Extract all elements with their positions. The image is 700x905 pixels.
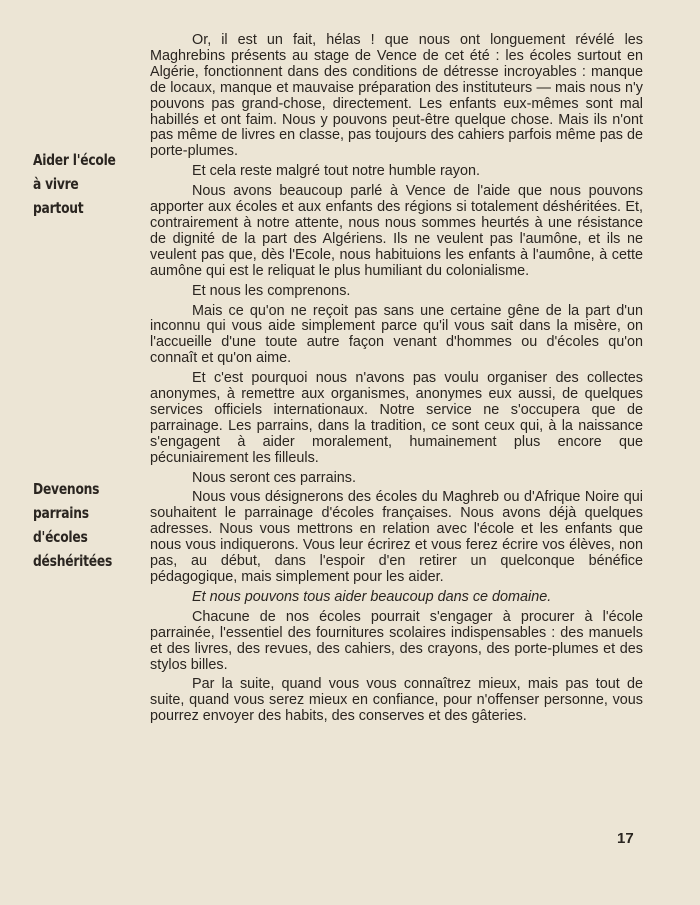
paragraph: Nous vous désignerons des écoles du Maghreb ou d'Afrique Noire qui souhaitent le parrainage d'écoles françaises. Nous avons déjà quelques adresses. Nous vous mettrons en relation avec l'école et les enfants que nous vous indiquerons. Vous leur écrirez et vous ferez écrire vos élèves, non pas, au début, dans l'espoir d'en retirer un quelconque bénéfice pédagogique, mais simplement pour les aider. [150,489,643,585]
paragraph: Mais ce qu'on ne reçoit pas sans une certaine gêne de la part d'un inconnu qui vous aide simplement parce qu'il vous sait dans la misère, on l'accueille d'une toute autre façon venant d'hommes ou d'écoles qu'on connaît et qu'on aime. [150,302,643,367]
body-text [150,33,643,729]
paragraph: Nous seront ces parrains. [192,469,356,486]
margin-heading-aider: Aider l'école à vivre partout [33,151,116,217]
paragraph: Nous avons beaucoup parlé à Vence de l'aide que nous pouvons apporter aux écoles et aux enfants des régions si totalement déshéritées. Et, contrairement à notre attente, nous nous sommes heurtés à une résistance de dignité de la part des Algériens. Ils ne veulent pas l'aumône, et ils ne veulent pas que, dès l'Ecole, nous habituions les enfants à l'aumône, à cette aumône qui est le reliquat le plus humiliant du colonialisme. [150,183,643,279]
paragraph: Par la suite, quand vous vous connaîtrez mieux, mais pas tout de suite, quand vous serez mieux en confiance, pour n'offenser personne, vous pourrez envoyer des habits, des conserves et des gâteries. [150,676,643,725]
paragraph-italic: Et nous pouvons tous aider beaucoup dans ce domaine. [192,588,552,605]
page-number: 17 [617,830,634,847]
paragraph: Et cela reste malgré tout notre humble rayon. [192,163,480,180]
paragraph: Et c'est pourquoi nous n'avons pas voulu organiser des collectes anonymes, à remettre aux organismes, anonymes eux aussi, de quelques services officiels internationaux. Notre service ne s'occupera que de parrainage. Les parrains, dans la tradition, ce sont ceux qui, à la naissance s'engagent à aider moralement, humainement plus encore que pécuniairement les filleuls. [150,370,643,466]
margin-heading-parrains: Devenons parrains d'écoles déshéritées [33,480,113,570]
paragraph: Or, il est un fait, hélas ! que nous ont longuement révélé les Maghrebins présents au stage de Vence de cet été : les écoles surtout en Algérie, fonctionnent dans des conditions de détresse incroyables : manque de locaux, manque et mauvaise préparation des instituteurs — mais nous n'y pouvons pas grand-chose, directement. Les enfants eux-mêmes sont mal habillés et ont faim. Nous y pouvons peut-être quelque chose. Mais ils n'ont pas même de livres en classe, pas toujours des cahiers parfois même pas de porte-plumes. [150,32,643,160]
paragraph: Et nous les comprenons. [192,282,351,299]
paragraph: Chacune de nos écoles pourrait s'engager à procurer à l'école parrainée, l'essentiel des fournitures scolaires indispensables : des manuels et des livres, des revues, des cahiers, des crayons, des porte-plumes et des stylos billes. [150,608,643,673]
